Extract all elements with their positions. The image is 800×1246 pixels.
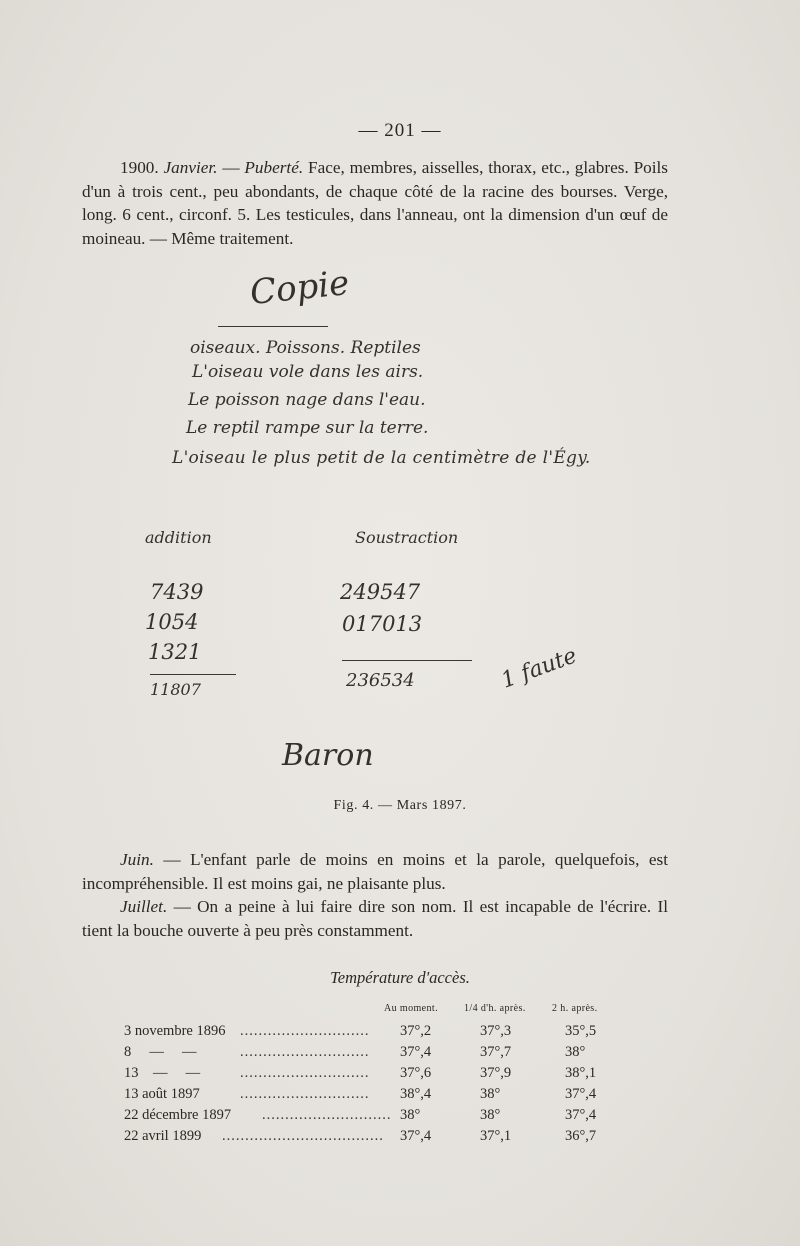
handwritten-line: Le reptil rampe sur la terre. [186, 418, 429, 438]
page-number: — 201 — [358, 120, 442, 141]
topic-label: Puberté. [244, 158, 304, 177]
handwritten-line: oiseaux. Poissons. Reptiles [190, 338, 421, 358]
temp-at-moment: 37°,4 [400, 1128, 432, 1144]
row-date: 3 novembre 1896 [124, 1023, 226, 1039]
column-header: Au moment. [384, 1003, 438, 1014]
addition-rule [150, 674, 236, 675]
column-header: 1/4 d'h. après. [464, 1003, 526, 1014]
temp-quarter-hour: 37°,3 [480, 1023, 512, 1039]
temp-two-hours: 37°,4 [565, 1107, 597, 1123]
addition-result: 11807 [150, 680, 201, 699]
column-header: 2 h. après. [552, 1003, 598, 1014]
addition-heading: addition [145, 528, 212, 547]
temp-two-hours: 35°,5 [565, 1023, 597, 1039]
table-row [0, 1044, 800, 1066]
leader-dots: ............................ [240, 1086, 370, 1102]
temp-quarter-hour: 37°,9 [480, 1065, 512, 1081]
year: 1900. [120, 158, 159, 177]
handwritten-line: L'oiseau le plus petit de la centimètre de l'Égy. [172, 448, 591, 468]
month-label: Janvier. [163, 158, 218, 177]
temp-quarter-hour: 37°,1 [480, 1128, 512, 1144]
temp-at-moment: 38°,4 [400, 1086, 432, 1102]
figure-caption: Fig. 4. — Mars 1897. [333, 798, 467, 813]
table-row [0, 1023, 800, 1045]
temp-at-moment: 37°,4 [400, 1044, 432, 1060]
paragraph-puberte: 1900. Janvier. — Puberté. Face, membres, aisselles, thorax, etc., glabres. Poils d'un à trois cent., peu abondants, de chaque côté de la racine des bourses. Verge, long. 6 cent., circonf. 5. Les testicules, dans l'anneau, ont la dimension d'un œuf de moineau. — Même traitement. [82, 158, 668, 248]
row-date: 22 avril 1899 [124, 1128, 202, 1144]
handwritten-signature: Baron [282, 738, 374, 773]
subtraction-rule [342, 660, 472, 661]
subtraction-result: 236534 [346, 670, 415, 691]
leader-dots: ................................... [222, 1128, 384, 1144]
table-title: Température d'accès. [330, 968, 470, 987]
temp-at-moment: 37°,2 [400, 1023, 432, 1039]
addition-number: 1321 [148, 640, 202, 664]
temp-quarter-hour: 38° [480, 1107, 501, 1123]
table-row [0, 1128, 800, 1150]
temp-quarter-hour: 38° [480, 1086, 501, 1102]
juin-label: Juin. [120, 850, 154, 869]
temp-two-hours: 38° [565, 1044, 586, 1060]
paragraph-juin-juillet: Juin. — L'enfant parle de moins en moins et la parole, quelquefois, est incompréhensible. Il est moins gai, ne plaisante plus. Juillet. — On a peine à lui faire dire son nom. Il est incapable de l'écrire. Il tient la bouche ouverte à peu près constamment. [82, 850, 668, 940]
subtraction-number: 249547 [340, 580, 421, 604]
title-underline [218, 326, 328, 327]
temp-at-moment: 38° [400, 1107, 421, 1123]
handwritten-line: Le poisson nage dans l'eau. [188, 390, 426, 410]
table-row [0, 1065, 800, 1087]
addition-number: 7439 [150, 580, 204, 604]
table-row [0, 1086, 800, 1108]
temp-at-moment: 37°,6 [400, 1065, 432, 1081]
leader-dots: ............................ [240, 1065, 370, 1081]
addition-number: 1054 [145, 610, 199, 634]
temp-two-hours: 38°,1 [565, 1065, 597, 1081]
subtraction-number: 017013 [342, 612, 423, 636]
table-row [0, 1107, 800, 1129]
leader-dots: ............................ [262, 1107, 392, 1123]
handwritten-line: L'oiseau vole dans les airs. [192, 362, 424, 382]
juillet-label: Juillet. [120, 897, 168, 916]
row-date: 13 — — [124, 1065, 201, 1081]
temp-quarter-hour: 37°,7 [480, 1044, 512, 1060]
temp-two-hours: 36°,7 [565, 1128, 597, 1144]
row-date: 13 août 1897 [124, 1086, 200, 1102]
paragraph-text: Face, membres, aisselles, thorax, etc., glabres. Poils d'un à trois cent., peu abondants, de chaque côté de la racine des bourses. Verge, long. 6 cent., circonf. 5. Les testicules, dans l'anneau, ont la dimension d'un œuf de moineau. — Même traitement. [82, 158, 668, 248]
temp-two-hours: 37°,4 [565, 1086, 597, 1102]
row-date: 22 décembre 1897 [124, 1107, 232, 1123]
leader-dots: ............................ [240, 1044, 370, 1060]
handwritten-note: 1 faute [498, 643, 581, 694]
subtraction-heading: Soustraction [355, 528, 459, 547]
leader-dots: ............................ [240, 1023, 370, 1039]
row-date: 8 — — [124, 1044, 197, 1060]
handwritten-title: Copie [248, 262, 352, 314]
